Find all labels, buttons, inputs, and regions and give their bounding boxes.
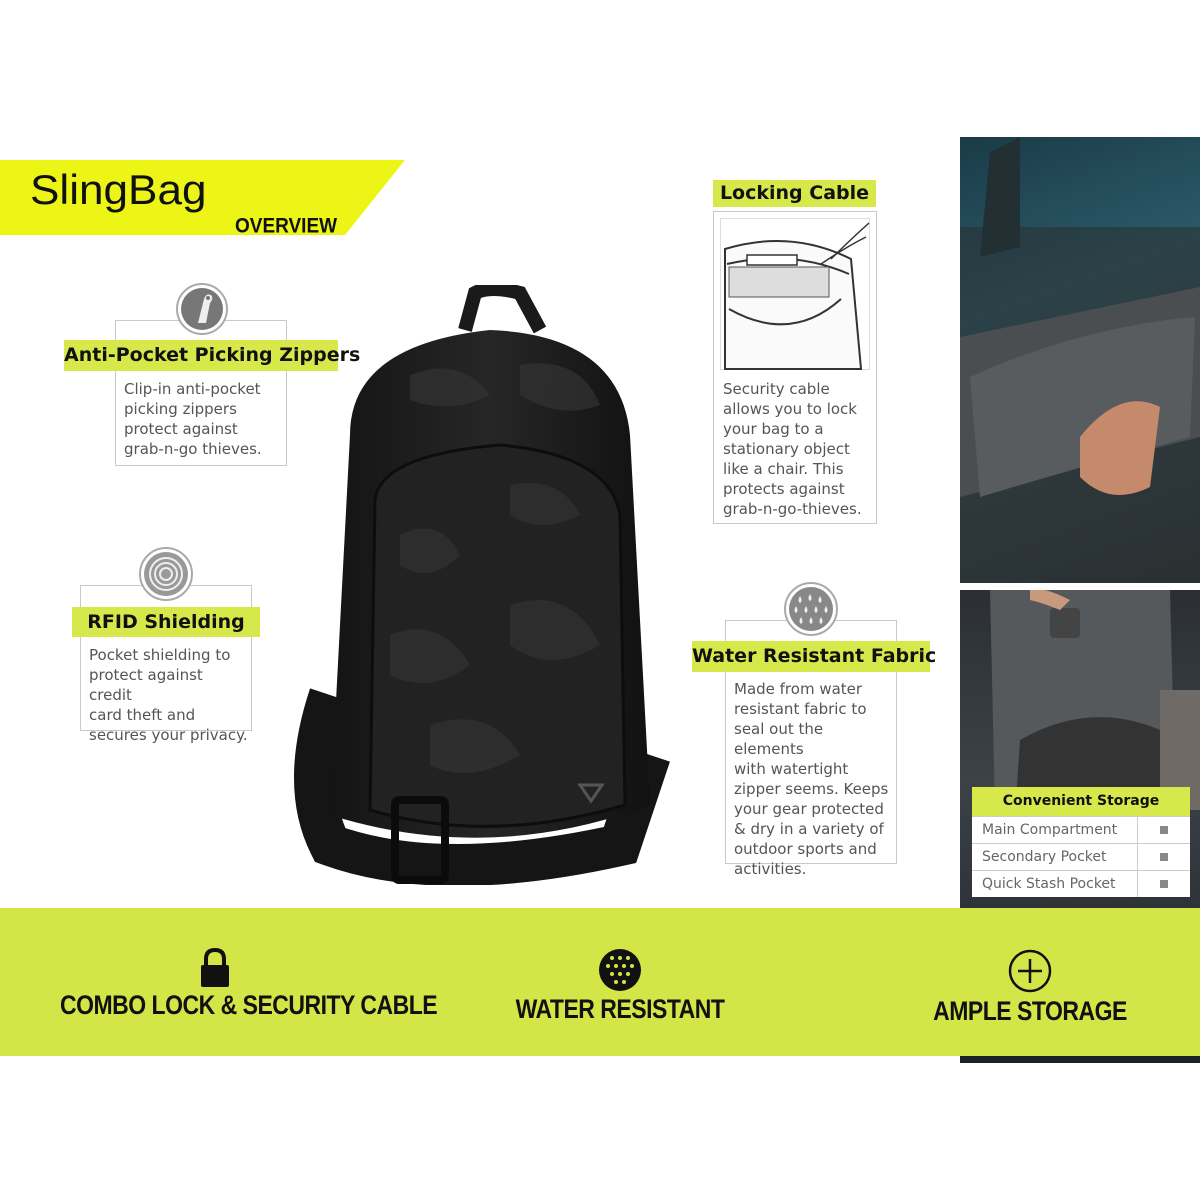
rfid-description: Pocket shielding to protect against credit card theft and secures your privacy. [89,646,248,744]
storage-title: Convenient Storage [972,787,1190,816]
water-resistant-icon [598,948,642,992]
page-title: SlingBag [30,166,207,213]
padlock-icon [198,948,232,988]
rfid-rings-icon [139,547,193,601]
storage-row-secondary: Secondary Pocket [972,844,1138,870]
feature-band [0,908,1200,1056]
water-label: Water Resistant Fabric [692,641,930,672]
zipper-pull-icon [176,283,228,335]
page-subtitle: OVERVIEW [235,214,338,238]
band-item-water [470,948,770,1023]
band-label-lock: COMBO LOCK & SECURITY CABLE [60,989,438,1020]
zippers-label: Anti-Pocket Picking Zippers [64,340,338,371]
cable-description: Security cable allows you to lock your bag to a stationary object like a chair. This protects against grab-n-go-thieves. [723,380,862,518]
cable-sketch [720,218,870,370]
band-item-storage [910,948,1150,1025]
table-row [972,870,1190,897]
storage-row-quick: Quick Stash Pocket [972,871,1138,897]
water-description: Made from water resistant fabric to seal out the elements with watertight zipper seems. Keeps your gear protected & dry in a variety of outdoor sports and activities. [734,680,889,878]
zippers-description: Clip-in anti-pocket picking zippers protect against grab-n-go thieves. [124,380,262,458]
table-row [972,816,1190,843]
table-row [972,843,1190,870]
storage-table [972,787,1190,897]
cable-label: Locking Cable [713,180,876,207]
check-square-icon [1138,853,1190,861]
band-item-lock [60,948,438,1020]
plus-circle-icon [1007,948,1053,994]
check-square-icon [1138,880,1190,888]
rfid-label: RFID Shielding [72,607,260,637]
water-drops-icon [784,582,838,636]
check-square-icon [1138,826,1190,834]
storage-row-main: Main Compartment [972,817,1138,843]
sling-bag-image [290,285,690,885]
band-label-storage: AMPLE STORAGE [933,995,1127,1026]
lifestyle-photo-top [960,137,1200,583]
band-label-water: WATER RESISTANT [515,993,725,1024]
